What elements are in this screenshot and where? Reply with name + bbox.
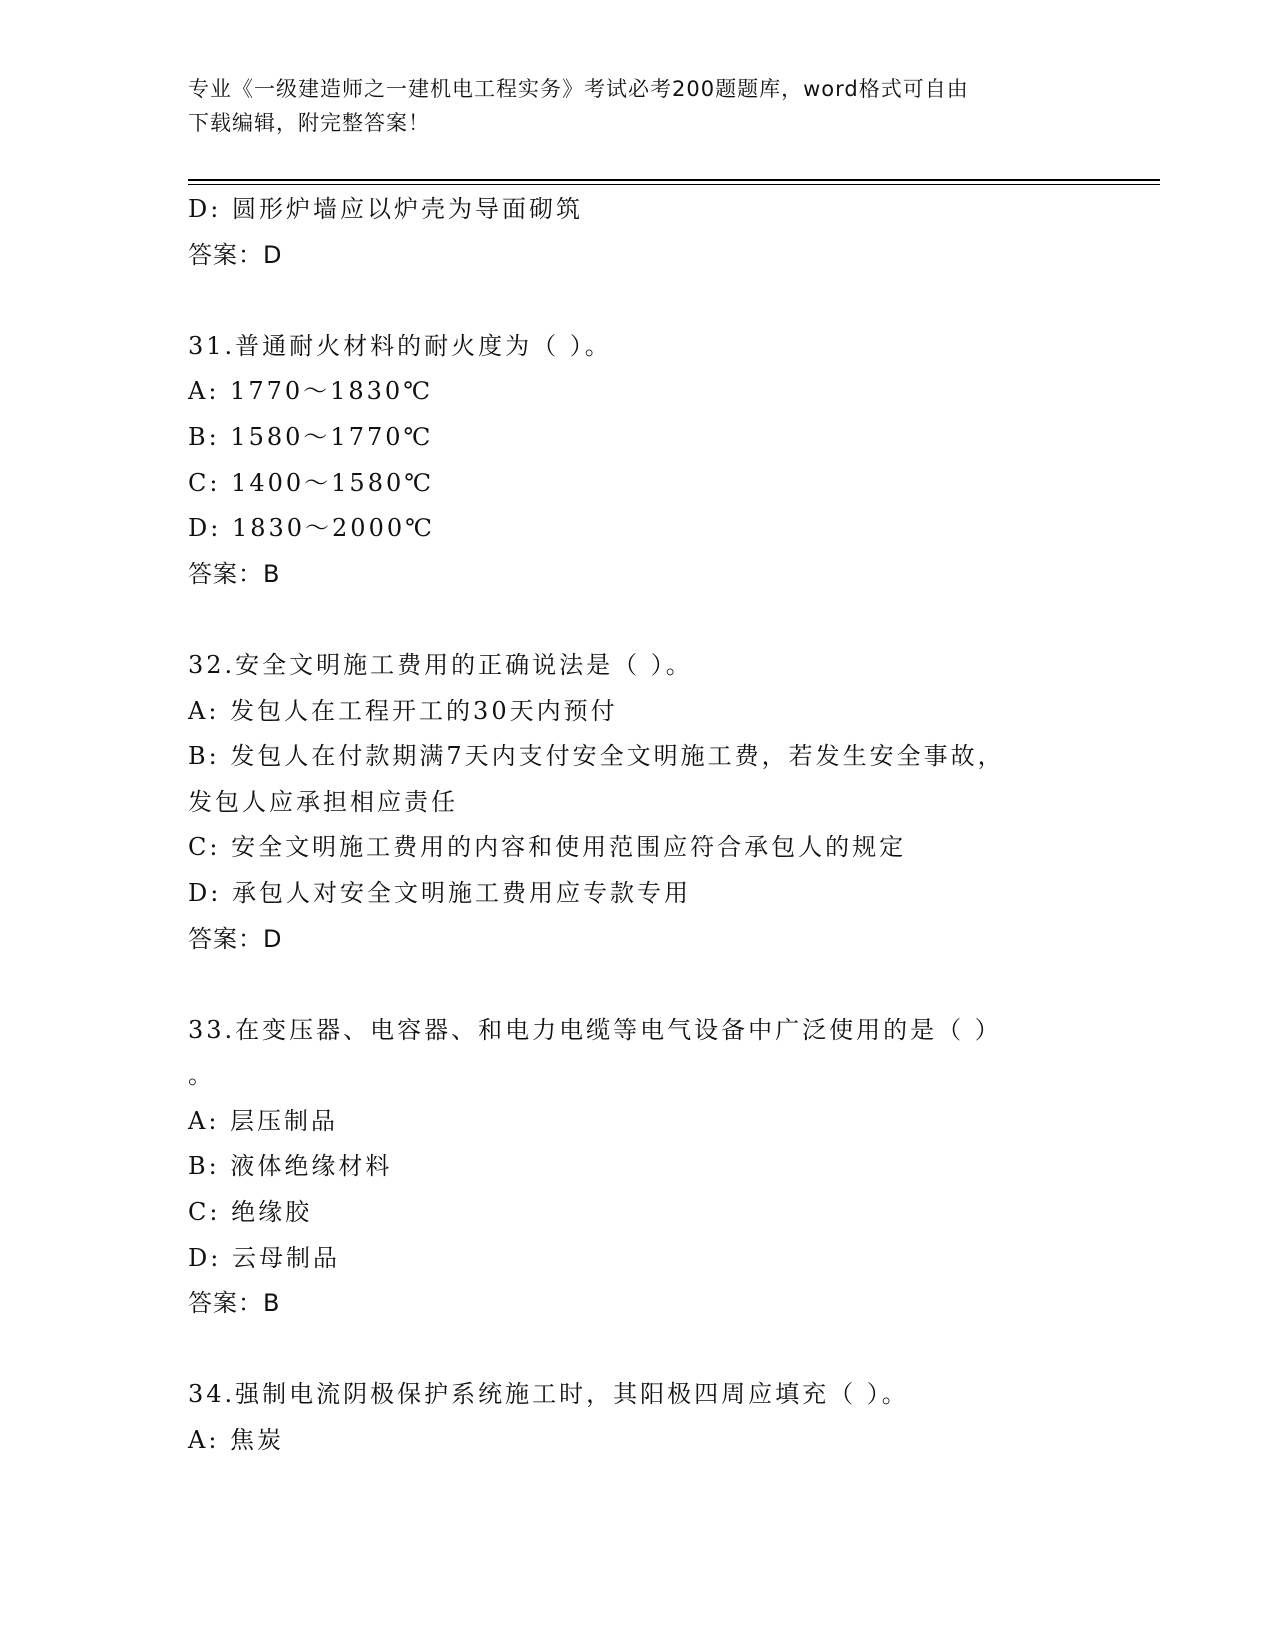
question-34-option-a: A: 焦炭	[188, 1426, 285, 1455]
question-33-option-d: D: 云母制品	[188, 1243, 340, 1272]
question-block-30	[188, 187, 1088, 278]
question-32-answer: 答案：D	[188, 924, 283, 953]
question-33-option-a: A: 层压制品	[188, 1106, 339, 1135]
question-33-stem: 33.在变压器、电容器、和电力电缆等电气设备中广泛使用的是（ ）	[188, 1015, 1002, 1044]
question-block-31	[188, 324, 1088, 598]
question-33-answer: 答案：B	[188, 1289, 281, 1318]
question-31-option-a: A: 1770～1830℃	[188, 377, 434, 406]
question-block-32	[188, 643, 1088, 962]
question-31-option-b: B: 1580～1770℃	[188, 422, 434, 451]
question-31-stem: 31.普通耐火材料的耐火度为（ ）。	[188, 331, 612, 360]
question-31-option-c: C: 1400～1580℃	[188, 468, 435, 497]
question-32-option-b: B: 发包人在付款期满7天内支付安全文明施工费，若发生安全事故，	[188, 742, 1005, 771]
question-33-stem-cont: 。	[188, 1061, 215, 1090]
header-title-line-1: 专业《一级建造师之一建机电工程实务》考试必考200题题库，word格式可自由	[188, 77, 969, 101]
header-divider-thick	[188, 179, 1160, 181]
question-34-stem: 34.强制电流阴极保护系统施工时，其阳极四周应填充（ ）。	[188, 1380, 909, 1409]
question-block-34	[188, 1372, 1088, 1463]
question-spacer	[188, 1327, 1088, 1373]
question-32-option-d: D: 承包人对安全文明施工费用应专款专用	[188, 878, 691, 907]
question-32-option-c: C: 安全文明施工费用的内容和使用范围应符合承包人的规定	[188, 833, 907, 862]
question-spacer	[188, 962, 1088, 1008]
question-33-option-b: B: 液体绝缘材料	[188, 1152, 393, 1181]
question-33-option-c: C: 绝缘胶	[188, 1198, 313, 1227]
document-header	[188, 72, 1088, 140]
question-32-option-a: A: 发包人在工程开工的30天内预付	[188, 696, 618, 725]
question-31-answer: 答案：B	[188, 559, 281, 588]
question-list	[188, 187, 1088, 1464]
header-title-line-2: 下载编辑，附完整答案！	[188, 111, 430, 135]
question-32-stem: 32.安全文明施工费用的正确说法是（ ）。	[188, 650, 693, 679]
question-30-answer: 答案：D	[188, 240, 283, 269]
question-spacer	[188, 278, 1088, 324]
header-divider-thin	[188, 184, 1160, 185]
question-31-option-d: D: 1830～2000℃	[188, 514, 435, 543]
question-30-option-d: D: 圆形炉墙应以炉壳为导面砌筑	[188, 195, 583, 223]
question-block-33	[188, 1008, 1088, 1327]
question-32-option-b-cont: 发包人应承担相应责任	[188, 787, 458, 816]
question-spacer	[188, 597, 1088, 643]
